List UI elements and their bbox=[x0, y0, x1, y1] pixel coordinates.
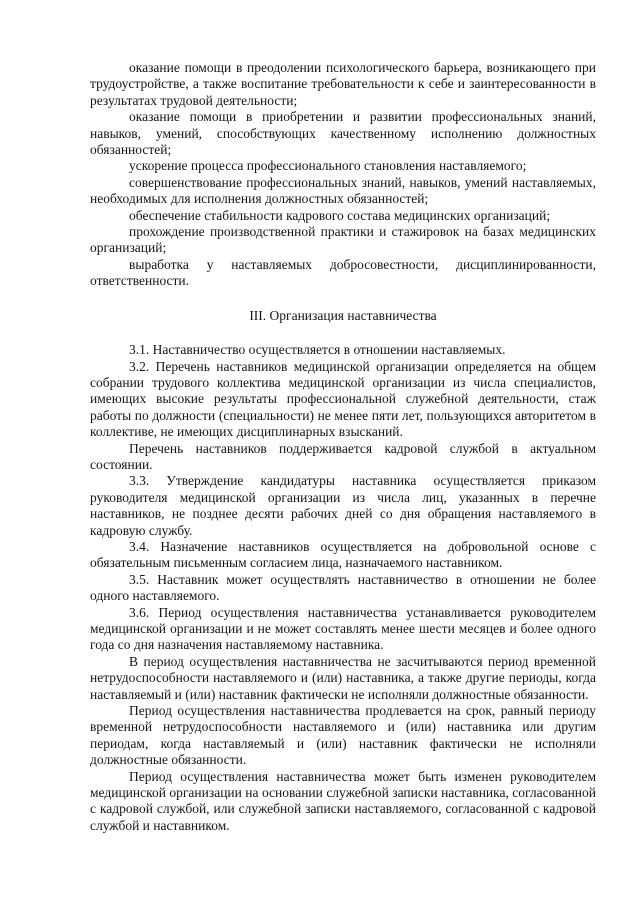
paragraph: Период осуществления наставничества может быть изменен руководителем медицинской организации на основании служебной записки наставника, согласованной с кадровой службой, или служебной записки наставляемого, согласованной с кадровой службой и наставником. bbox=[90, 768, 596, 833]
list-item: совершенствование профессиональных знаний, навыков, умений наставляемых, необходимых для исполнения должностных обязанностей; bbox=[90, 174, 596, 207]
list-item: оказание помощи в преодолении психологического барьера, возникающего при трудоустройстве, а также воспитание требовательности к себе и заинтересованности в результатах трудовой деятельности; bbox=[90, 60, 596, 108]
paragraph-3-5: 3.5. Наставник может осуществлять наставничество в отношении не более одного наставляемого. bbox=[90, 571, 596, 604]
paragraph-3-1: 3.1. Наставничество осуществляется в отношении наставляемых. bbox=[129, 342, 506, 358]
paragraph: Перечень наставников поддерживается кадровой службой в актуальном состоянии. bbox=[90, 440, 596, 472]
paragraph: Период осуществления наставничества продлевается на срок, равный периоду временной нетрудоспособности наставляемого и (или) наставника или другим периодам, когда наставляемый и (или) наставник фактически не исполняли должностные обязанности. bbox=[90, 703, 596, 768]
paragraph-3-6: 3.6. Период осуществления наставничества устанавливается руководителем медицинской организации и не может составлять менее шести месяцев и более одного года со дня назначения наставляемому наставника. bbox=[90, 604, 596, 653]
paragraph-3-2: 3.2. Перечень наставников медицинской организации определяется на общем собрании трудового коллектива медицинской организации из числа специалистов, имеющих высокие результаты профессиональной служебной деятельности, стаж работы по должности (специальности) не менее пяти лет, пользующихся авторитетом в коллективе, не имеющих дисциплинарных взысканий. bbox=[90, 358, 596, 440]
list-item: обеспечение стабильности кадрового состава медицинских организаций; bbox=[129, 207, 551, 223]
list-item: прохождение производственной практики и стажировок на базах медицинских организаций; bbox=[90, 224, 596, 256]
paragraph: В период осуществления наставничества не засчитываются период временной нетрудоспособности наставляемого и (или) наставника, а также другие периоды, когда наставляемый и (или) наставник фактически не исполняли должностные обязанности. bbox=[90, 653, 596, 702]
paragraph-3-4: 3.4. Назначение наставников осуществляется на добровольной основе с обязательным письменным согласием лица, назначаемого наставником. bbox=[90, 538, 596, 571]
section-title: III. Организация наставничества bbox=[249, 307, 437, 323]
paragraph-3-3: 3.3. Утверждение кандидатуры наставника осуществляется приказом руководителя медицинской организации из числа лиц, указанных в перечне наставников, не позднее десяти рабочих дней со дня обращения наставляемого в кадровую службу. bbox=[90, 473, 596, 538]
list-item: ускорение процесса профессионального становления наставляемого; bbox=[129, 158, 527, 174]
list-item: оказание помощи в приобретении и развитии профессиональных знаний, навыков, умений, способствующих качественному исполнению должностных обязанностей; bbox=[90, 109, 596, 158]
list-item: выработка у наставляемых добросовестности, дисциплинированности, ответственности. bbox=[90, 256, 596, 289]
